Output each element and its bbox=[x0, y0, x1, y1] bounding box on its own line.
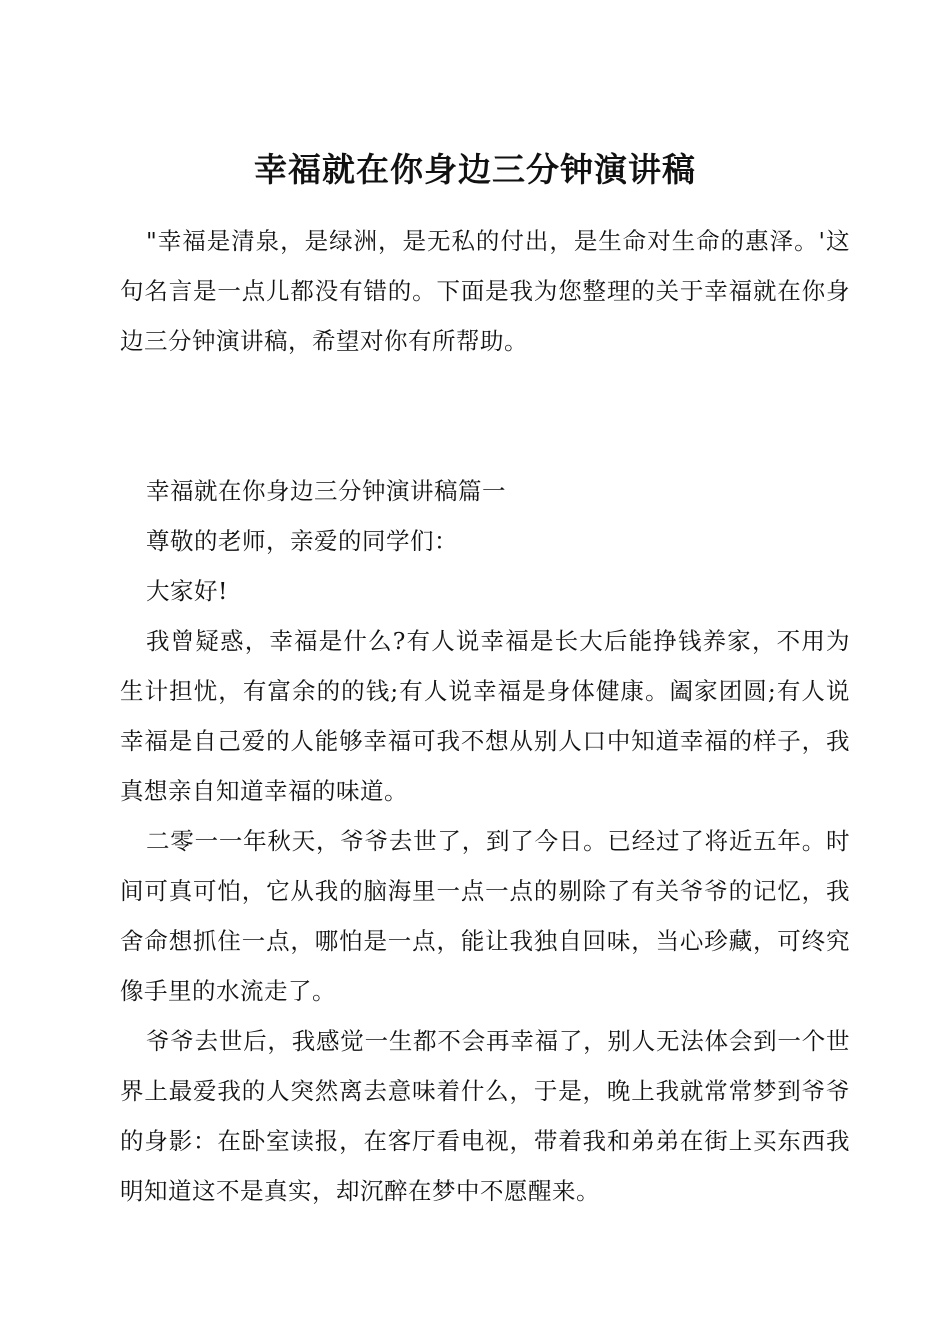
salutation: 尊敬的老师，亲爱的同学们： bbox=[146, 527, 458, 555]
greeting: 大家好! bbox=[146, 577, 228, 605]
document-title: 幸福就在你身边三分钟演讲稿 bbox=[254, 150, 696, 189]
body-paragraph-2: 二零一一年秋天，爷爷去世了，到了今日。已经过了将近五年。时间可真可怕，它从我的脑海里一点一点的剔除了有关爷爷的记忆，我舍命想抓住一点，哪怕是一点，能让我独自回味，当心珍藏，可终究像手里的水流走了。 bbox=[120, 827, 850, 1005]
section-heading: 幸福就在你身边三分钟演讲稿篇一 bbox=[146, 477, 506, 505]
body-paragraph-3: 爷爷去世后，我感觉一生都不会再幸福了，别人无法体会到一个世界上最爱我的人突然离去意味着什么，于是，晚上我就常常梦到爷爷的身影：在卧室读报，在客厅看电视，带着我和弟弟在街上买东西我明知道这不是真实，却沉醉在梦中不愿醒来。 bbox=[120, 1027, 850, 1205]
body-paragraph-1: 我曾疑惑，幸福是什么?有人说幸福是长大后能挣钱养家，不用为生计担忧，有富余的的钱;有人说幸福是身体健康。阖家团圆;有人说幸福是自己爱的人能够幸福可我不想从别人口中知道幸福的样子，我真想亲自知道幸福的味道。 bbox=[120, 627, 850, 805]
intro-paragraph: "幸福是清泉，是绿洲，是无私的付出，是生命对生命的惠泽。'这句名言是一点儿都没有错的。下面是我为您整理的关于幸福就在你身边三分钟演讲稿，希望对你有所帮助。 bbox=[120, 227, 850, 355]
